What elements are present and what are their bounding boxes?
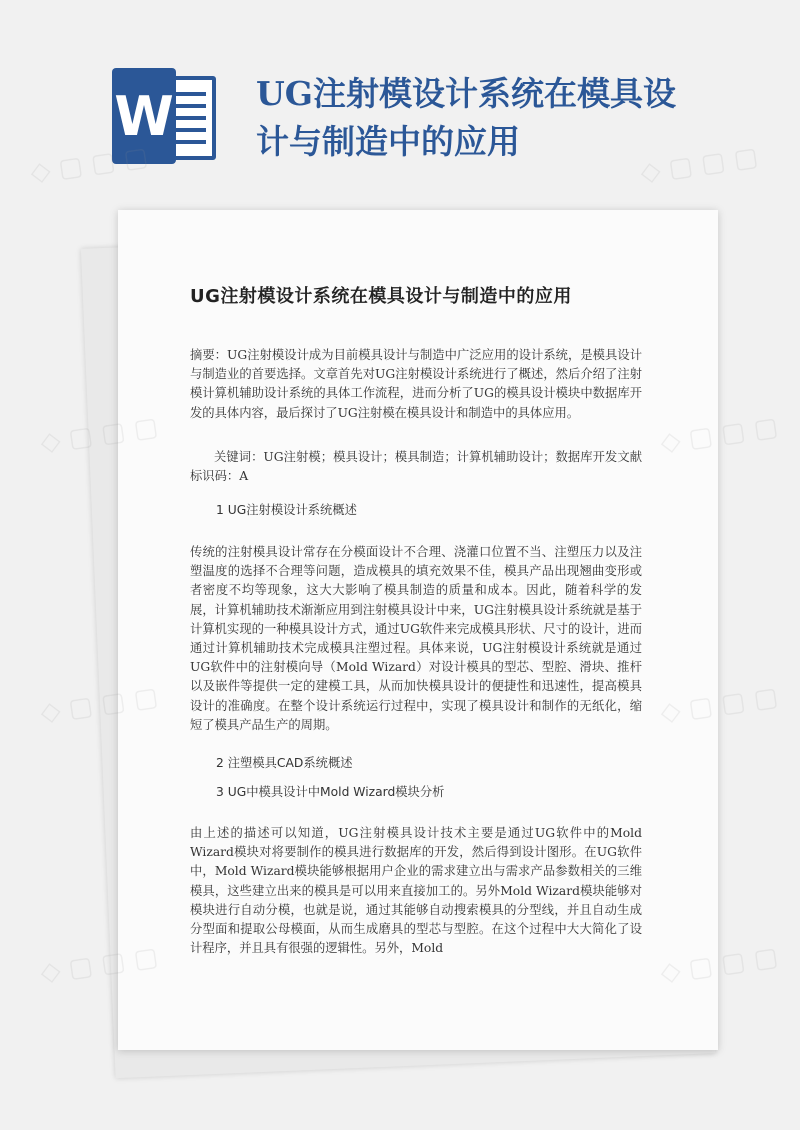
watermark: ◇ ▢ xyxy=(38,421,95,459)
watermark: ◇ ▢ ▢ ▢ xyxy=(28,141,151,189)
section-1-body: 传统的注射模具设计常存在分模面设计不合理、浇灌口位置不当、注塑压力以及注塑温度的选择不合理等问题，造成模具的填充效果不佳，模具产品出现翘曲变形或者密度不均等现象，这大大影响了模具制造的质量和成本。因此，随着科学的发展，计算机辅助技术渐渐应用到注射模具设计中来，UG注射模具设计系统就是基于计算机实现的一种模具设计方式，通过UG软件来完成模具形状、尺寸的设计，进而通过计算机辅助技术完成模具注塑过程。具体来说，UG注射模设计系统就是通过UG软件中的注射模向导（Mold Wizard）对设计模具的型芯、型腔、滑块、推杆以及嵌件等提供一定的建模工具，从而加快模具设计的便捷性和迅速性，提高模具设计的准确度。在整个设计系统运行过程中，实现了模具设计和制作的无纸化，缩短了模具产品生产的周期。 xyxy=(190,545,642,732)
section-3-body: 由上述的描述可以知道，UG注射模具设计技术主要是通过UG软件中的Mold Wizard模块对将要制作的模具进行数据库的开发，然后得到设计图形。在UG软件中，Mold Wizard模块能够根据用户企业的需求建立出与需求产品参数相关的三维模具，这些建立出来的模具是可以用来直接加工的。另外Mold Wizard模块能够对模块进行自动分模，也就是说，通过其能够自动搜索模具的分型线，并且自动生成分型面和提取公母模面，从而生成磨具的型芯与型腔。在这个过程中大大简化了设计程序，并且具有很强的逻辑性。另外，Mold xyxy=(190,826,642,956)
document-title: UG注射模设计系统在模具设计与制造中的应用 xyxy=(190,286,572,307)
word-letter: W xyxy=(112,68,176,164)
watermark: ◇ ▢ ▢ ▢ xyxy=(658,411,781,459)
watermark: ◇ ▢ ▢ ▢ xyxy=(638,141,761,189)
document-page xyxy=(118,210,718,1050)
watermark: ◇ ▢ ▢ ▢ xyxy=(658,681,781,729)
watermark: ◇ ▢ ▢ ▢ xyxy=(38,941,161,989)
keywords-paragraph: 关键词：UG注射模；模具设计；模具制造；计算机辅助设计；数据库开发文献标识码：A xyxy=(190,450,642,484)
abstract-paragraph: 摘要：UG注射模设计成为目前模具设计与制造中广泛应用的设计系统，是模具设计与制造业的首要选择。文章首先对UG注射模设计系统进行了概述，然后介绍了注射模计算机辅助设计系统的具体工作流程，进而分析了UG的模具设计模块中数据库开发的具体内容，最后探讨了UG注射模在模具设计和制造中的具体应用。 xyxy=(190,348,642,420)
section-3-heading: 3 UG中模具设计中Mold Wizard模块分析 xyxy=(216,785,445,799)
page-title: UG注射模设计系统在模具设计与制造中的应用 xyxy=(256,74,676,161)
word-document-icon xyxy=(112,68,220,164)
section-1-heading: 1 UG注射模设计系统概述 xyxy=(216,503,357,517)
document-header xyxy=(0,0,800,205)
watermark: ◇ ▢ ▢ ▢ xyxy=(658,941,781,989)
section-2-heading: 2 注塑模具CAD系统概述 xyxy=(216,756,353,770)
watermark: ◇ ▢ xyxy=(38,691,95,729)
